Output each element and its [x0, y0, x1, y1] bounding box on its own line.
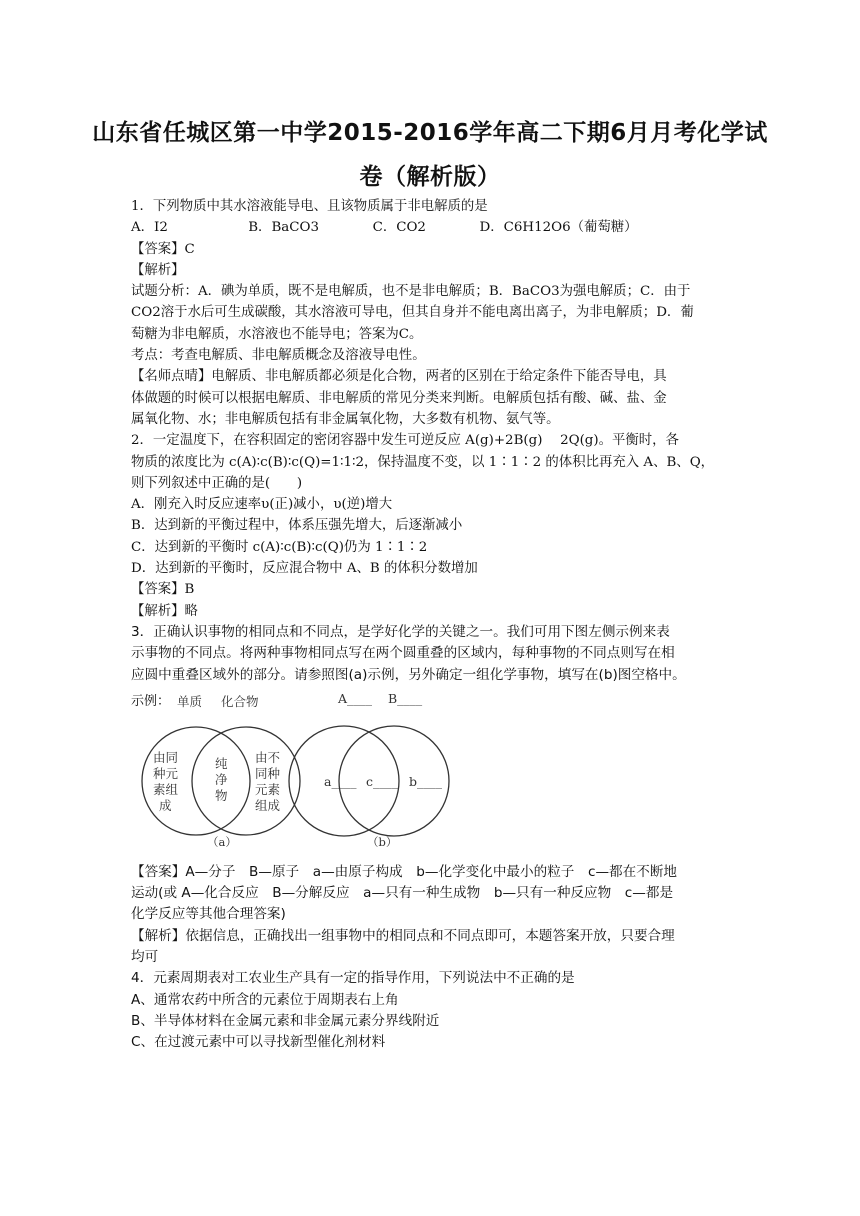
venn-a-right-text-1: 由不	[255, 749, 281, 765]
venn-b-label-b: B____	[388, 690, 423, 706]
q1-tip-1: 【名师点晴】电解质、非电解质都必须是化合物，两者的区别在于给定条件下能否导电，具	[131, 369, 667, 385]
q2-stem-1: 2．一定温度下，在容积固定的密闭容器中发生可逆反应 A(g)+2B(g) 2Q(g)。平衡时，各	[131, 433, 679, 449]
q3-analysis-1: 【解析】依据信息，正确找出一组事物中的相同点和不同点即可，本题答案开放，只要合理	[131, 927, 675, 944]
venn-figure	[131, 686, 731, 856]
q1-options: A．I2 B．BaCO3 C．CO2 D．C6H12O6（葡萄糖）	[131, 220, 638, 236]
venn-a-mid-text-2: 净	[215, 771, 228, 787]
q4-option-a: A、通常农药中所含的元素位于周期表右上角	[131, 991, 399, 1008]
sample-label: 示例：	[131, 693, 171, 709]
venn-a-right-text-4: 组成	[255, 797, 281, 813]
title-line-2: 卷（解析版）	[359, 164, 501, 190]
q3-stem-2: 示事物的不同点。将两种事物相同点写在两个圆重叠的区域内，每种事物的不同点则写在相	[131, 645, 675, 662]
venn-b-left-blank: a____	[324, 773, 357, 789]
q3-stem-3: 应圆中重叠区域外的部分。请参照图(a)示例，另外确定一组化学事物，填写在(b)图空格中。	[131, 666, 686, 683]
venn-a-right-label: 化合物	[221, 693, 259, 709]
q2-option-b: B．达到新的平衡过程中，体系压强先增大，后逐渐减小	[131, 518, 463, 534]
q1-tip-3: 属氧化物、水；非电解质包括有非金属氧化物，大多数有机物、氨气等。	[131, 411, 560, 427]
q3-analysis-2: 均可	[131, 949, 159, 966]
venn-a-left-text-2: 种元	[153, 765, 179, 781]
q1-tip-2: 体做题的时候可以根据电解质、非电解质的常见分类来判断。电解质包括有酸、碱、盐、金	[131, 390, 667, 406]
q1-analysis-2: CO2溶于水后可生成碳酸，其水溶液可导电，但其自身并不能电离出离子，为非电解质；D．葡	[131, 305, 694, 321]
venn-a-mid-text-3: 物	[215, 787, 228, 803]
venn-b-mid-blank: c____	[366, 773, 399, 789]
venn-a-left-text-3: 素组	[153, 781, 179, 797]
q4-stem: 4．元素周期表对工农业生产具有一定的指导作用，下列说法中不正确的是	[131, 970, 575, 987]
q2-option-a: A．刚充入时反应速率υ(正)减小，υ(逆)增大	[131, 497, 393, 513]
q3-stem-1: 3．正确认识事物的相同点和不同点，是学好化学的关键之一。我们可用下图左侧示例来表	[131, 623, 670, 640]
venn-diagrams	[131, 686, 731, 856]
q1-analysis-3: 萄糖为非电解质，水溶液也不能导电；答案为C。	[131, 326, 423, 342]
venn-a-left-text-4: 成	[159, 797, 172, 813]
q4-option-c: C、在过渡元素中可以寻找新型催化剂材料	[131, 1034, 386, 1051]
venn-a-right-circle	[192, 727, 300, 835]
venn-b-caption: （b）	[367, 834, 398, 849]
q4-option-b: B、半导体材料在金属元素和非金属元素分界线附近	[131, 1012, 440, 1029]
q1-answer: 【答案】C	[131, 241, 195, 257]
q2-stem-2: 物质的浓度比为 c(A)∶c(B)∶c(Q)=1∶1∶2，保持温度不变，以 1∶1∶2 的体积比再充入 A、B、Q，	[131, 454, 715, 470]
venn-a-right-text-2: 同种	[255, 765, 281, 781]
venn-a-left-text-1: 由同	[153, 749, 179, 765]
q1-stem: 1．下列物质中其水溶液能导电、且该物质属于非电解质的是	[131, 199, 488, 214]
q3-answer-3: 化学反应等其他合理答案)	[131, 906, 286, 923]
q2-option-c: C．达到新的平衡时 c(A)∶c(B)∶c(Q)仍为 1∶1∶2	[131, 539, 428, 555]
venn-b-right-blank: b____	[409, 773, 443, 789]
title-line-1: 山东省任城区第一中学2015-2016学年高二下期6月月考化学试	[92, 120, 768, 146]
venn-a-left-circle	[142, 727, 250, 835]
q2-analysis: 【解析】略	[131, 603, 198, 619]
venn-a-mid-text-1: 纯	[215, 755, 228, 771]
venn-a-left-label: 单质	[177, 693, 203, 709]
venn-a-caption: （a）	[207, 834, 237, 849]
q1-kaodian: 考点：考查电解质、非电解质概念及溶液导电性。	[131, 348, 426, 364]
q2-answer: 【答案】B	[131, 582, 195, 598]
q2-stem-3: 则下列叙述中正确的是( )	[131, 475, 303, 491]
venn-b-label-a: A____	[338, 690, 373, 706]
q1-analysis-1: 试题分析：A．碘为单质，既不是电解质，也不是非电解质；B．BaCO3为强电解质；C．由于	[131, 284, 691, 300]
q2-option-d: D．达到新的平衡时，反应混合物中 A、B 的体积分数增加	[131, 561, 478, 577]
q1-analysis-heading: 【解析】	[131, 262, 185, 278]
q3-answer-2: 运动(或 A—化合反应 B—分解反应 a—只有一种生成物 b—只有一种反应物 c—都是	[131, 885, 674, 902]
content	[131, 196, 731, 1054]
q3-answer-1: 【答案】A—分子 B—原子 a—由原子构成 b—化学变化中最小的粒子 c—都在不断地	[131, 863, 678, 880]
venn-a-right-text-3: 元素	[255, 781, 281, 797]
